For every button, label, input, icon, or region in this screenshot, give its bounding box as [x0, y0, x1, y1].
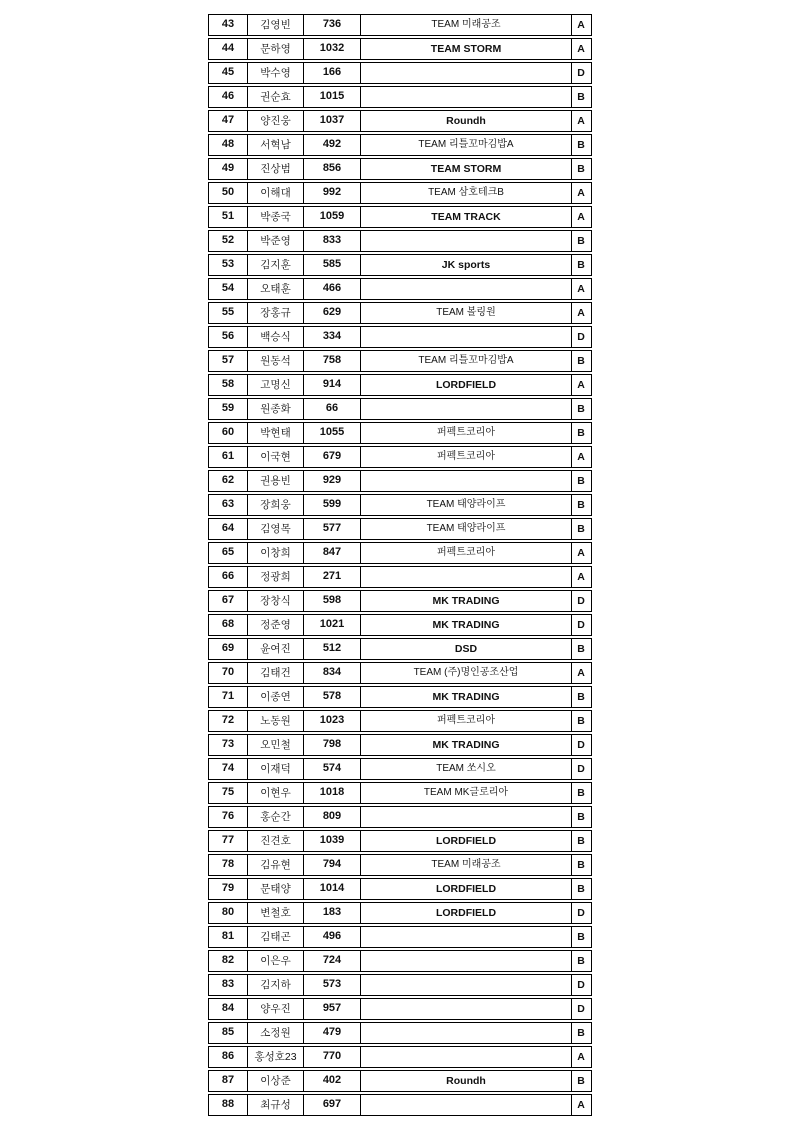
- table-row: [208, 1094, 592, 1116]
- table-row: [208, 350, 592, 372]
- group-letter-cell: B: [577, 642, 585, 655]
- group-letter-cell: A: [577, 186, 585, 199]
- group-letter-cell: D: [577, 330, 585, 343]
- player-name-cell: 문하영: [248, 39, 304, 59]
- table-row: [208, 302, 592, 324]
- entry-number-cell: 62: [209, 471, 248, 491]
- bib-number-cell: 1039: [304, 831, 361, 851]
- group-letter-cell: B: [577, 714, 585, 727]
- entry-number-cell: 43: [209, 15, 248, 35]
- entry-number-cell: 51: [209, 207, 248, 227]
- bib-number-cell: 1023: [304, 711, 361, 731]
- player-name-cell: 이국현: [248, 447, 304, 467]
- entry-number-cell: 88: [209, 1095, 248, 1115]
- group-letter-cell: B: [577, 498, 585, 511]
- group-letter-cell: B: [577, 882, 585, 895]
- player-name-cell: 김영목: [248, 519, 304, 539]
- team-name-cell: [361, 975, 572, 995]
- player-name-cell: 이창희: [248, 543, 304, 563]
- bib-number-cell: 914: [304, 375, 361, 395]
- team-name-cell: MK TRADING: [361, 591, 572, 611]
- table-row: [208, 974, 592, 996]
- table-row: [208, 326, 592, 348]
- bib-number-cell: 466: [304, 279, 361, 299]
- team-name-cell: TEAM 삼호테크B: [361, 183, 572, 203]
- player-name-cell: 박종국: [248, 207, 304, 227]
- team-name-cell: LORDFIELD: [361, 879, 572, 899]
- table-row: [208, 806, 592, 828]
- team-name-cell: TEAM STORM: [361, 39, 572, 59]
- group-letter-cell: B: [577, 90, 585, 103]
- table-row: [208, 62, 592, 84]
- entry-number-cell: 48: [209, 135, 248, 155]
- bib-number-cell: 512: [304, 639, 361, 659]
- team-name-cell: [361, 1023, 572, 1043]
- team-name-cell: TEAM 쏘시오: [361, 759, 572, 779]
- group-letter-cell: B: [577, 138, 585, 151]
- player-name-cell: 원동석: [248, 351, 304, 371]
- entry-number-cell: 66: [209, 567, 248, 587]
- team-name-cell: [361, 231, 572, 251]
- group-letter-cell: D: [577, 618, 585, 631]
- entry-number-cell: 87: [209, 1071, 248, 1091]
- team-name-cell: JK sports: [361, 255, 572, 275]
- group-letter-cell: B: [577, 354, 585, 367]
- table-row: [208, 14, 592, 36]
- table-row: [208, 854, 592, 876]
- team-name-cell: TEAM 리틀꼬마김밥A: [361, 135, 572, 155]
- entry-number-cell: 75: [209, 783, 248, 803]
- bib-number-cell: 1055: [304, 423, 361, 443]
- table-row: [208, 422, 592, 444]
- entry-number-cell: 71: [209, 687, 248, 707]
- bib-number-cell: 1032: [304, 39, 361, 59]
- group-letter-cell: D: [577, 738, 585, 751]
- bib-number-cell: 697: [304, 1095, 361, 1115]
- table-row: [208, 950, 592, 972]
- entry-number-cell: 47: [209, 111, 248, 131]
- group-letter-cell: B: [577, 954, 585, 967]
- bib-number-cell: 492: [304, 135, 361, 155]
- group-letter-cell: B: [577, 474, 585, 487]
- entry-number-cell: 86: [209, 1047, 248, 1067]
- group-letter-cell: A: [577, 210, 585, 223]
- group-letter-cell: D: [577, 906, 585, 919]
- player-name-cell: 이은우: [248, 951, 304, 971]
- player-name-cell: 권순효: [248, 87, 304, 107]
- table-row: [208, 1046, 592, 1068]
- bib-number-cell: 334: [304, 327, 361, 347]
- entry-number-cell: 50: [209, 183, 248, 203]
- bib-number-cell: 798: [304, 735, 361, 755]
- table-row: [208, 782, 592, 804]
- team-name-cell: TEAM (주)명인공조산업: [361, 663, 572, 683]
- entry-number-cell: 85: [209, 1023, 248, 1043]
- team-name-cell: LORDFIELD: [361, 831, 572, 851]
- group-letter-cell: B: [577, 786, 585, 799]
- player-name-cell: 양우진: [248, 999, 304, 1019]
- player-name-cell: 홍순간: [248, 807, 304, 827]
- player-name-cell: 소정원: [248, 1023, 304, 1043]
- bib-number-cell: 736: [304, 15, 361, 35]
- entry-number-cell: 65: [209, 543, 248, 563]
- team-name-cell: 퍼펙트코리아: [361, 447, 572, 467]
- player-name-cell: 윤여진: [248, 639, 304, 659]
- group-letter-cell: A: [577, 570, 585, 583]
- table-row: [208, 158, 592, 180]
- group-letter-cell: B: [577, 810, 585, 823]
- entry-number-cell: 68: [209, 615, 248, 635]
- entry-number-cell: 76: [209, 807, 248, 827]
- entry-number-cell: 56: [209, 327, 248, 347]
- team-name-cell: DSD: [361, 639, 572, 659]
- bib-number-cell: 957: [304, 999, 361, 1019]
- entry-number-cell: 60: [209, 423, 248, 443]
- player-name-cell: 김유현: [248, 855, 304, 875]
- entry-number-cell: 83: [209, 975, 248, 995]
- bib-number-cell: 573: [304, 975, 361, 995]
- group-letter-cell: A: [577, 1050, 585, 1063]
- player-name-cell: 홍성호23: [248, 1047, 304, 1067]
- player-name-cell: 박수영: [248, 63, 304, 83]
- entry-number-cell: 79: [209, 879, 248, 899]
- player-name-cell: 박준영: [248, 231, 304, 251]
- player-name-cell: 최규성: [248, 1095, 304, 1115]
- table-row: [208, 38, 592, 60]
- player-name-cell: 김영빈: [248, 15, 304, 35]
- player-name-cell: 양진웅: [248, 111, 304, 131]
- group-letter-cell: D: [577, 66, 585, 79]
- group-letter-cell: B: [577, 834, 585, 847]
- table-row: [208, 134, 592, 156]
- bib-number-cell: 833: [304, 231, 361, 251]
- team-name-cell: LORDFIELD: [361, 903, 572, 923]
- team-name-cell: TEAM 미래공조: [361, 855, 572, 875]
- player-name-cell: 오민철: [248, 735, 304, 755]
- bib-number-cell: 809: [304, 807, 361, 827]
- group-letter-cell: A: [577, 666, 585, 679]
- table-row: [208, 278, 592, 300]
- entry-number-cell: 72: [209, 711, 248, 731]
- bib-number-cell: 992: [304, 183, 361, 203]
- group-letter-cell: B: [577, 1074, 585, 1087]
- table-row: [208, 1070, 592, 1092]
- group-letter-cell: B: [577, 426, 585, 439]
- entry-number-cell: 70: [209, 663, 248, 683]
- table-row: [208, 110, 592, 132]
- entry-number-cell: 53: [209, 255, 248, 275]
- player-name-cell: 고명신: [248, 375, 304, 395]
- group-letter-cell: A: [577, 450, 585, 463]
- table-row: [208, 878, 592, 900]
- group-letter-cell: B: [577, 858, 585, 871]
- bib-number-cell: 496: [304, 927, 361, 947]
- player-name-cell: 정준영: [248, 615, 304, 635]
- team-name-cell: 퍼펙트코리아: [361, 423, 572, 443]
- bib-number-cell: 578: [304, 687, 361, 707]
- entry-number-cell: 61: [209, 447, 248, 467]
- player-name-cell: 김지하: [248, 975, 304, 995]
- team-name-cell: [361, 399, 572, 419]
- player-name-cell: 장홍규: [248, 303, 304, 323]
- bib-number-cell: 577: [304, 519, 361, 539]
- team-name-cell: TEAM 태양라이프: [361, 519, 572, 539]
- player-name-cell: 김태건: [248, 663, 304, 683]
- entry-number-cell: 67: [209, 591, 248, 611]
- player-name-cell: 노동원: [248, 711, 304, 731]
- table-row: [208, 926, 592, 948]
- table-row: [208, 614, 592, 636]
- team-name-cell: [361, 63, 572, 83]
- bib-number-cell: 574: [304, 759, 361, 779]
- team-name-cell: 퍼펙트코리아: [361, 711, 572, 731]
- player-name-cell: 장창식: [248, 591, 304, 611]
- player-name-cell: 정광희: [248, 567, 304, 587]
- table-row: [208, 830, 592, 852]
- group-letter-cell: B: [577, 690, 585, 703]
- bib-number-cell: 402: [304, 1071, 361, 1091]
- team-name-cell: MK TRADING: [361, 735, 572, 755]
- player-name-cell: 권용빈: [248, 471, 304, 491]
- table-row: [208, 734, 592, 756]
- team-name-cell: [361, 87, 572, 107]
- team-name-cell: [361, 999, 572, 1019]
- team-name-cell: MK TRADING: [361, 615, 572, 635]
- team-name-cell: [361, 567, 572, 587]
- bib-number-cell: 770: [304, 1047, 361, 1067]
- bib-number-cell: 834: [304, 663, 361, 683]
- player-name-cell: 진견호: [248, 831, 304, 851]
- table-row: [208, 590, 592, 612]
- player-name-cell: 이종연: [248, 687, 304, 707]
- table-row: [208, 446, 592, 468]
- participant-roster-table: [208, 14, 592, 1118]
- table-row: [208, 662, 592, 684]
- team-name-cell: TEAM TRACK: [361, 207, 572, 227]
- team-name-cell: 퍼펙트코리아: [361, 543, 572, 563]
- entry-number-cell: 59: [209, 399, 248, 419]
- table-row: [208, 86, 592, 108]
- table-row: [208, 1022, 592, 1044]
- table-row: [208, 710, 592, 732]
- group-letter-cell: B: [577, 522, 585, 535]
- player-name-cell: 오태훈: [248, 279, 304, 299]
- group-letter-cell: A: [577, 42, 585, 55]
- team-name-cell: [361, 951, 572, 971]
- player-name-cell: 이재덕: [248, 759, 304, 779]
- group-letter-cell: A: [577, 18, 585, 31]
- team-name-cell: [361, 1095, 572, 1115]
- table-row: [208, 398, 592, 420]
- player-name-cell: 백승식: [248, 327, 304, 347]
- bib-number-cell: 271: [304, 567, 361, 587]
- team-name-cell: TEAM 볼링원: [361, 303, 572, 323]
- team-name-cell: Roundh: [361, 111, 572, 131]
- entry-number-cell: 73: [209, 735, 248, 755]
- entry-number-cell: 54: [209, 279, 248, 299]
- team-name-cell: [361, 327, 572, 347]
- table-row: [208, 494, 592, 516]
- player-name-cell: 김지훈: [248, 255, 304, 275]
- entry-number-cell: 80: [209, 903, 248, 923]
- group-letter-cell: B: [577, 402, 585, 415]
- player-name-cell: 이현우: [248, 783, 304, 803]
- bib-number-cell: 679: [304, 447, 361, 467]
- entry-number-cell: 44: [209, 39, 248, 59]
- entry-number-cell: 58: [209, 375, 248, 395]
- group-letter-cell: B: [577, 258, 585, 271]
- entry-number-cell: 45: [209, 63, 248, 83]
- entry-number-cell: 46: [209, 87, 248, 107]
- group-letter-cell: D: [577, 762, 585, 775]
- entry-number-cell: 78: [209, 855, 248, 875]
- group-letter-cell: A: [577, 546, 585, 559]
- table-row: [208, 758, 592, 780]
- table-row: [208, 686, 592, 708]
- entry-number-cell: 57: [209, 351, 248, 371]
- bib-number-cell: 585: [304, 255, 361, 275]
- player-name-cell: 진상범: [248, 159, 304, 179]
- bib-number-cell: 166: [304, 63, 361, 83]
- group-letter-cell: D: [577, 1002, 585, 1015]
- team-name-cell: LORDFIELD: [361, 375, 572, 395]
- player-name-cell: 장희웅: [248, 495, 304, 515]
- team-name-cell: Roundh: [361, 1071, 572, 1091]
- bib-number-cell: 1059: [304, 207, 361, 227]
- player-name-cell: 박현태: [248, 423, 304, 443]
- entry-number-cell: 77: [209, 831, 248, 851]
- team-name-cell: TEAM 리틀꼬마김밥A: [361, 351, 572, 371]
- entry-number-cell: 63: [209, 495, 248, 515]
- bib-number-cell: 1021: [304, 615, 361, 635]
- bib-number-cell: 66: [304, 399, 361, 419]
- table-row: [208, 902, 592, 924]
- table-row: [208, 518, 592, 540]
- entry-number-cell: 81: [209, 927, 248, 947]
- group-letter-cell: D: [577, 978, 585, 991]
- team-name-cell: [361, 927, 572, 947]
- entry-number-cell: 84: [209, 999, 248, 1019]
- group-letter-cell: A: [577, 1098, 585, 1111]
- table-row: [208, 470, 592, 492]
- table-row: [208, 182, 592, 204]
- team-name-cell: [361, 1047, 572, 1067]
- entry-number-cell: 52: [209, 231, 248, 251]
- team-name-cell: TEAM 미래공조: [361, 15, 572, 35]
- player-name-cell: 원종화: [248, 399, 304, 419]
- group-letter-cell: B: [577, 234, 585, 247]
- team-name-cell: TEAM STORM: [361, 159, 572, 179]
- player-name-cell: 이해대: [248, 183, 304, 203]
- table-row: [208, 254, 592, 276]
- bib-number-cell: 1037: [304, 111, 361, 131]
- entry-number-cell: 82: [209, 951, 248, 971]
- entry-number-cell: 49: [209, 159, 248, 179]
- player-name-cell: 문태양: [248, 879, 304, 899]
- bib-number-cell: 183: [304, 903, 361, 923]
- group-letter-cell: A: [577, 378, 585, 391]
- team-name-cell: [361, 279, 572, 299]
- team-name-cell: [361, 807, 572, 827]
- group-letter-cell: A: [577, 306, 585, 319]
- group-letter-cell: B: [577, 1026, 585, 1039]
- group-letter-cell: B: [577, 162, 585, 175]
- table-row: [208, 374, 592, 396]
- bib-number-cell: 794: [304, 855, 361, 875]
- bib-number-cell: 724: [304, 951, 361, 971]
- bib-number-cell: 847: [304, 543, 361, 563]
- bib-number-cell: 1015: [304, 87, 361, 107]
- bib-number-cell: 479: [304, 1023, 361, 1043]
- player-name-cell: 이상준: [248, 1071, 304, 1091]
- player-name-cell: 김태곤: [248, 927, 304, 947]
- group-letter-cell: D: [577, 594, 585, 607]
- bib-number-cell: 1018: [304, 783, 361, 803]
- entry-number-cell: 69: [209, 639, 248, 659]
- table-row: [208, 542, 592, 564]
- table-row: [208, 206, 592, 228]
- group-letter-cell: A: [577, 114, 585, 127]
- bib-number-cell: 856: [304, 159, 361, 179]
- group-letter-cell: A: [577, 282, 585, 295]
- entry-number-cell: 74: [209, 759, 248, 779]
- bib-number-cell: 758: [304, 351, 361, 371]
- team-name-cell: TEAM MK글로리아: [361, 783, 572, 803]
- bib-number-cell: 1014: [304, 879, 361, 899]
- group-letter-cell: B: [577, 930, 585, 943]
- team-name-cell: [361, 471, 572, 491]
- team-name-cell: MK TRADING: [361, 687, 572, 707]
- table-row: [208, 998, 592, 1020]
- bib-number-cell: 599: [304, 495, 361, 515]
- table-row: [208, 638, 592, 660]
- team-name-cell: TEAM 태양라이프: [361, 495, 572, 515]
- entry-number-cell: 55: [209, 303, 248, 323]
- player-name-cell: 서혁남: [248, 135, 304, 155]
- bib-number-cell: 598: [304, 591, 361, 611]
- table-row: [208, 230, 592, 252]
- bib-number-cell: 929: [304, 471, 361, 491]
- player-name-cell: 변철호: [248, 903, 304, 923]
- bib-number-cell: 629: [304, 303, 361, 323]
- entry-number-cell: 64: [209, 519, 248, 539]
- table-row: [208, 566, 592, 588]
